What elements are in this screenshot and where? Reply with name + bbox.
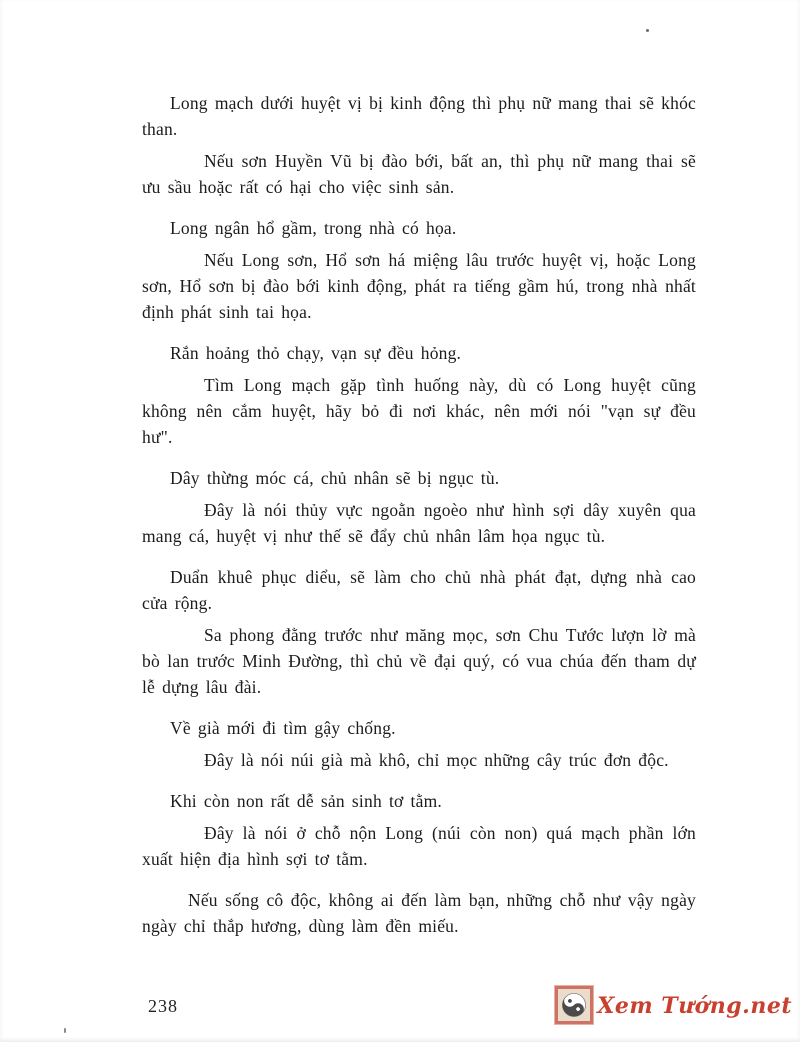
watermark[interactable] [555,986,792,1026]
statement-paragraph: Về già mới đi tìm gậy chống. [170,718,396,738]
commentary-paragraph: Đây là nói thủy vực ngoằn ngoèo như hình sợi dây xuyên qua mang cá, huyệt vị như thế sẽ đẩy chủ nhân lâm họa ngục tù. [142,500,696,546]
yin-yang-icon [555,986,593,1024]
statement-paragraph: Dây thừng móc cá, chủ nhân sẽ bị ngục tù. [170,468,500,488]
commentary-paragraph: Sa phong đằng trước như măng mọc, sơn Chu Tước lượn lờ mà bò lan trước Minh Đường, thì chủ về đại quý, có vua chúa đến tham dự lễ dựng lâu đài. [142,625,696,697]
statement-paragraph: Long mạch dưới huyệt vị bị kinh động thì phụ nữ mang thai sẽ khóc than. [142,93,696,139]
scan-speck [646,29,649,32]
scan-speck [64,1028,66,1033]
statement-paragraph: Khi còn non rất dễ sản sinh tơ tằm. [170,791,442,811]
commentary-paragraph: Tìm Long mạch gặp tình huống này, dù có Long huyệt cũng không nên cắm huyệt, hãy bỏ đi nơi khác, nên mới nói "vạn sự đều hư". [142,375,696,447]
statement-paragraph: Duẩn khuê phục diểu, sẽ làm cho chủ nhà phát đạt, dựng nhà cao cửa rộng. [142,567,696,613]
page-number: 238 [148,996,178,1016]
watermark-text: Xem Tướng.net [597,993,792,1019]
statement-paragraph: Long ngân hổ gầm, trong nhà có họa. [170,218,457,238]
statement-paragraph: Rắn hoảng thỏ chạy, vạn sự đều hỏng. [170,343,462,363]
commentary-paragraph: Nếu Long sơn, Hổ sơn há miệng lâu trước huyệt vị, hoặc Long sơn, Hổ sơn bị đào bới kinh động, phát ra tiếng gầm hú, trong nhà nhất định phát sinh tai họa. [142,250,696,322]
commentary-paragraph: Đây là nói núi già mà khô, chỉ mọc những cây trúc đơn độc. [204,750,669,770]
statement-paragraph: Nếu sống cô độc, không ai đến làm bạn, những chỗ như vậy ngày ngày chỉ thắp hương, dùng làm đền miếu. [142,890,696,936]
commentary-paragraph: Đây là nói ở chỗ nộn Long (núi còn non) quá mạch phần lớn xuất hiện địa hình sợi tơ tằm. [142,823,696,869]
body-text-block [142,90,696,939]
commentary-paragraph: Nếu sơn Huyền Vũ bị đào bới, bất an, thì phụ nữ mang thai sẽ ưu sầu hoặc rất có hại cho việc sinh sản. [142,151,696,197]
